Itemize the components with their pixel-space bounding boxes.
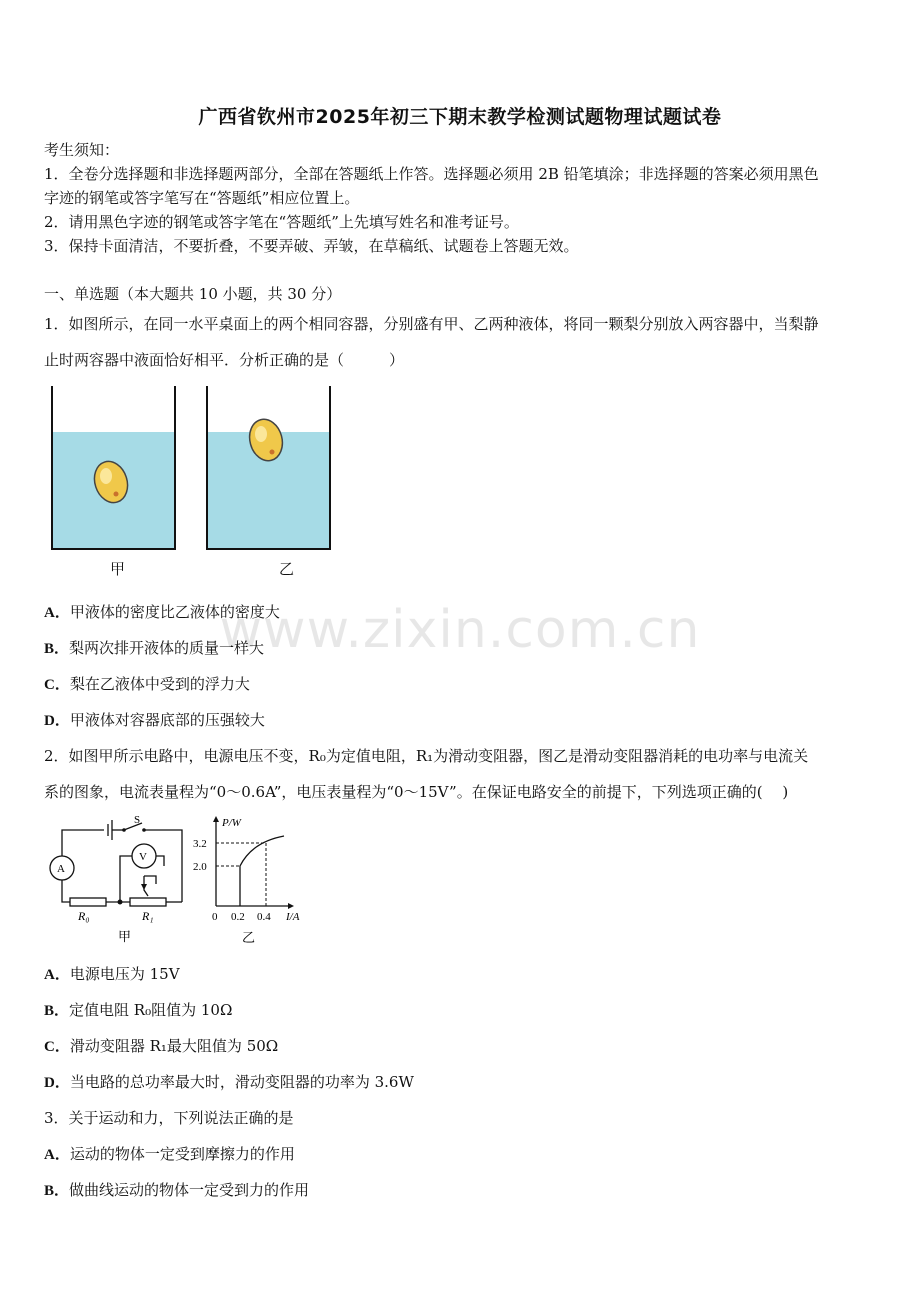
switch-label: S (134, 814, 141, 826)
voltmeter-label: V (139, 851, 147, 863)
question-2-stem-cont: 系的图象，电流表量程为“0～0.6A”，电压表量程为“0～15V”。在保证电路安全的前提下，下列选项正确的( ) (44, 783, 789, 801)
q2-option-d: D．当电路的总功率最大时，滑动变阻器的功率为 3.6W (44, 1073, 414, 1091)
figure-label-jia: 甲 (110, 560, 126, 578)
beaker-figure (44, 386, 344, 586)
beaker-wall (51, 386, 53, 549)
r0-label: R₀ (78, 909, 90, 923)
beaker-bottom (206, 548, 331, 550)
graph-xtick: 0.4 (257, 911, 271, 923)
q1-option-c: C．梨在乙液体中受到的浮力大 (44, 675, 250, 693)
pear-image-yi (242, 412, 290, 468)
beaker-wall (329, 386, 331, 549)
notice-item: 3．保持卡面清洁，不要折叠，不要弄破、弄皱，在草稿纸、试题卷上答题无效。 (44, 237, 579, 255)
figure-label-yi: 乙 (279, 560, 295, 578)
page-title: 广西省钦州市2025年初三下期末教学检测试题物理试题试卷 (198, 106, 722, 128)
q2-option-b: B．定值电阻 R₀阻值为 10Ω (44, 1001, 233, 1019)
q2-option-a: A．电源电压为 15V (44, 965, 180, 983)
notice-item: 1．全卷分选择题和非选择题两部分，全部在答题纸上作答。选择题必须用 2B 铅笔填涂；非选择题的答案必须用黑色 (44, 165, 819, 183)
beaker-wall (206, 386, 208, 549)
q1-option-b: B．梨两次排开液体的质量一样大 (44, 639, 265, 657)
graph-ylabel: P/W (222, 817, 241, 829)
beaker-bottom (51, 548, 176, 550)
graph-xtick: 0.2 (231, 911, 245, 923)
notice-item: 字迹的钢笔或答字笔写在“答题纸”相应位置上。 (44, 189, 360, 207)
q2-option-c: C．滑动变阻器 R₁最大阻值为 50Ω (44, 1037, 279, 1055)
q1-option-d: D．甲液体对容器底部的压强较大 (44, 711, 265, 729)
q3-option-b: B．做曲线运动的物体一定受到力的作用 (44, 1181, 310, 1199)
section-heading: 一、单选题（本大题共 10 小题，共 30 分） (44, 285, 342, 303)
watermark: www.zixin.com.cn (219, 600, 701, 660)
notice-item: 2．请用黑色字迹的钢笔或答字笔在“答题纸”上先填写姓名和准考证号。 (44, 213, 519, 231)
q1-option-a: A．甲液体的密度比乙液体的密度大 (44, 603, 280, 621)
pear-image-jia (88, 454, 136, 510)
circuit-caption: 甲 (118, 929, 132, 944)
notice-heading: 考生须知： (44, 141, 120, 159)
q3-option-a: A．运动的物体一定受到摩擦力的作用 (44, 1145, 295, 1163)
graph-xtick: 0 (212, 911, 218, 923)
r1-label: R₁ (142, 909, 154, 923)
question-2-stem: 2．如图甲所示电路中，电源电压不变，R₀为定值电阻，R₁为滑动变阻器，图乙是滑动变阻器消耗的电功率与电流关 (44, 747, 809, 765)
ammeter-label: A (57, 863, 65, 875)
question-1-stem: 1．如图所示，在同一水平桌面上的两个相同容器，分别盛有甲、乙两种液体，将同一颗梨分别放入两容器中，当梨静 (44, 315, 819, 333)
question-1-stem-cont: 止时两容器中液面恰好相平．分析正确的是（ ） (44, 351, 405, 369)
graph-ytick: 2.0 (193, 861, 207, 873)
graph-ytick: 3.2 (193, 838, 207, 850)
graph-xlabel: I/A (286, 911, 300, 923)
power-current-graph (190, 814, 320, 950)
beaker-wall (174, 386, 176, 549)
graph-caption: 乙 (242, 930, 256, 945)
circuit-diagram (44, 814, 194, 950)
question-3-stem: 3．关于运动和力，下列说法正确的是 (44, 1109, 294, 1127)
